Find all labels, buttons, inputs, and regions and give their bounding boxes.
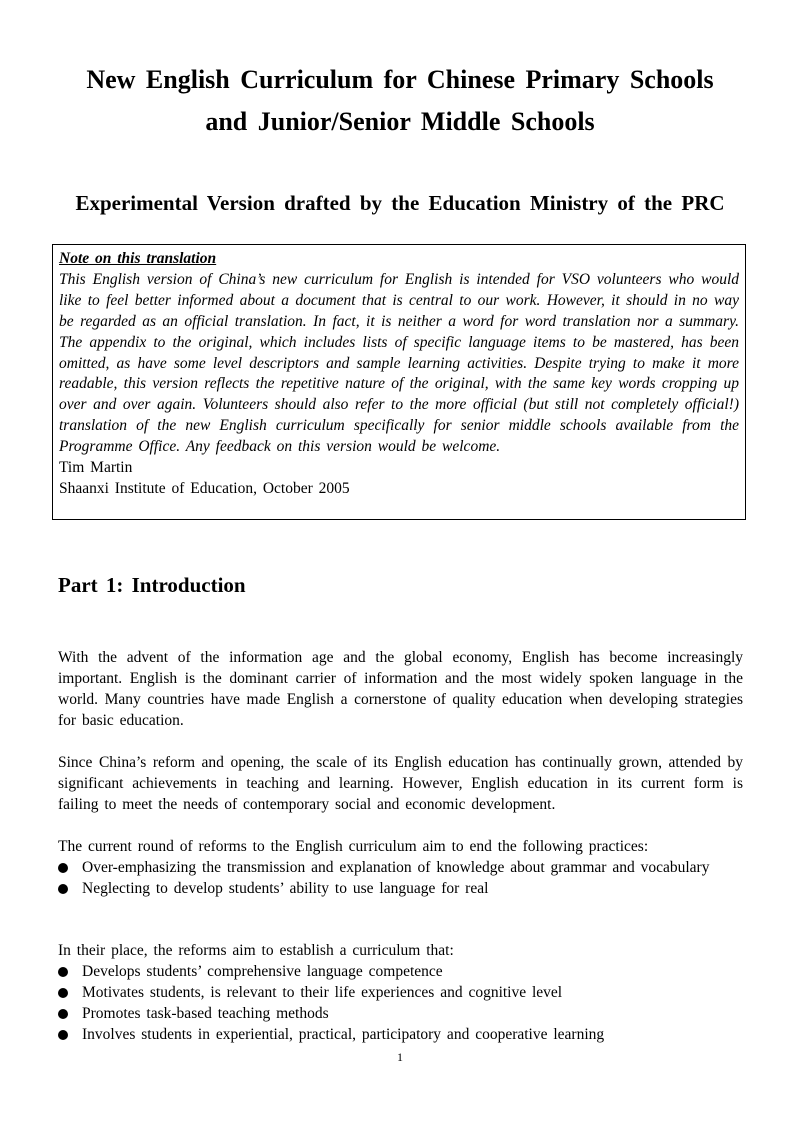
list-item xyxy=(58,983,743,1004)
translation-note-box xyxy=(52,244,746,520)
note-heading: Note on this translation xyxy=(59,250,217,267)
bullet-icon xyxy=(58,1009,68,1019)
list-item-text: Develops students’ comprehensive language competence xyxy=(82,962,443,980)
aims-lead-text: In their place, the reforms aim to establish a curriculum that: xyxy=(58,942,454,959)
list-item-text: Motivates students, is relevant to their life experiences and cognitive level xyxy=(82,983,563,1001)
curriculum-aims-list xyxy=(58,962,743,1046)
list-item xyxy=(58,879,743,900)
document-title-line-2: and Junior/Senior Middle Schools xyxy=(205,107,595,136)
list-item-text: Neglecting to develop students’ ability to use language for real xyxy=(82,879,489,897)
intro-paragraph-2: Since China’s reform and opening, the scale of its English education has continually grown, attended by significant achievements in teaching and learning. However, English education in its current form is failing to meet the needs of contemporary social and economic development. xyxy=(58,754,743,813)
bullet-icon xyxy=(58,863,68,873)
practices-to-end-list xyxy=(58,858,743,900)
section-heading-introduction: Part 1: Introduction xyxy=(58,573,246,597)
bullet-icon xyxy=(58,988,68,998)
document-title-line-1: New English Curriculum for Chinese Primary Schools xyxy=(86,65,714,94)
page-number: 1 xyxy=(397,1050,403,1064)
practices-lead-text: The current round of reforms to the English curriculum aim to end the following practices: xyxy=(58,838,649,855)
note-affiliation: Shaanxi Institute of Education, October 2005 xyxy=(59,479,350,497)
list-item-text: Over-emphasizing the transmission and explanation of knowledge about grammar and vocabulary xyxy=(82,858,710,876)
list-item xyxy=(58,1004,743,1025)
list-item xyxy=(58,962,743,983)
bullet-icon xyxy=(58,884,68,894)
list-item-text: Promotes task-based teaching methods xyxy=(82,1004,329,1022)
intro-paragraph-1: With the advent of the information age and the global economy, English has become increasingly important. English is the dominant carrier of information and the most widely spoken language in the world. Many countries have made English a cornerstone of quality education when developing strategies for basic education. xyxy=(58,649,743,729)
intro-paragraph-3 xyxy=(58,837,743,900)
bullet-icon xyxy=(58,1030,68,1040)
list-item xyxy=(58,858,743,879)
list-item-text: Involves students in experiential, practical, participatory and cooperative learning xyxy=(82,1025,605,1043)
intro-paragraph-4 xyxy=(58,941,743,1046)
note-author: Tim Martin xyxy=(59,459,133,477)
bullet-icon xyxy=(58,967,68,977)
list-item xyxy=(58,1025,743,1046)
note-body: This English version of China’s new curriculum for English is intended for VSO volunteers who would like to feel better informed about a document that is central to our work. However, it should in no way be regarded as an official translation. In fact, it is neither a word for word translation nor a summary. The appendix to the original, which includes lists of specific language items to be mastered, has been omitted, as have some level descriptors and sample learning activities. Despite trying to make it more readable, this version reflects the repetitive nature of the original, with the same key words cropping up over and over again. Volunteers should also refer to the more official (but still not completely official!) translation of the new English curriculum specifically for senior middle schools available from the Programme Office. Any feedback on this version would be welcome. xyxy=(59,270,739,456)
document-subtitle: Experimental Version drafted by the Education Ministry of the PRC xyxy=(75,191,725,215)
